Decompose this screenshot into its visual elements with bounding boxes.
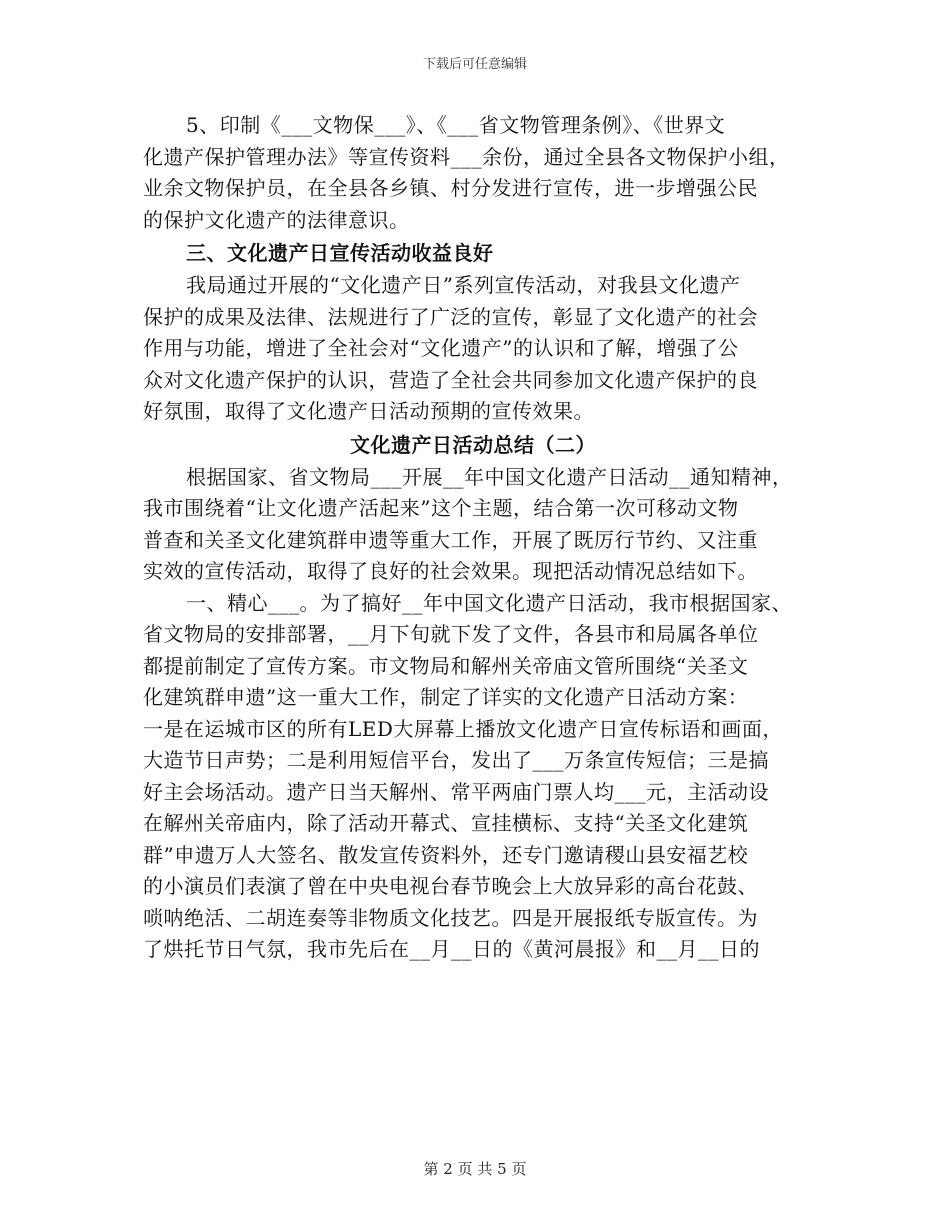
section-heading: 三、文化遗产日宣传活动收益良好: [186, 241, 494, 265]
text-line: 一、精心___。为了搞好__年中国文化遗产日活动，我市根据国家、: [186, 590, 792, 615]
text-line: 根据国家、省文物局___开展__年中国文化遗产日活动__通知精神，: [186, 464, 793, 489]
page-footer: 第 2 页 共 5 页: [423, 1160, 527, 1178]
text-line: 省文物局的安排部署，__月下旬就下发了文件，各县市和局属各单位: [143, 622, 759, 646]
text-line: 在解州关帝庙内，除了活动开幕式、宣挂横标、支持“关圣文化建筑: [143, 811, 749, 835]
text-line: 一是在运城市区的所有LED大屏幕上播放文化遗产日宣传标语和画面，: [143, 716, 783, 741]
text-line: 业余文物保护员，在全县各乡镇、村分发进行宣传，进一步增强公民: [143, 176, 758, 200]
text-line: 化建筑群申遗”这一重大工作，制定了详实的文化遗产日活动方案：: [143, 685, 749, 709]
section-title: 文化遗产日活动总结（二）: [350, 432, 596, 457]
text-line: 化遗产保护管理办法》等宣传资料___余份，通过全县各文物保护小组，: [143, 144, 790, 169]
text-line: 众对文化遗产保护的认识，营造了全社会共同参加文化遗产保护的良: [143, 367, 758, 392]
document-body: [143, 110, 803, 966]
text-line: 作用与功能，增进了全社会对“文化遗产”的认识和了解，增强了公: [143, 336, 739, 360]
text-line: 5、印制《___文物保___》、《___省文物管理条例》、《世界文: [186, 113, 726, 137]
text-line: 好氛围，取得了文化遗产日活动预期的宣传效果。: [143, 399, 594, 423]
text-line: 我市围绕着“让文化遗产活起来”这个主题，结合第一次可移动文物: [143, 496, 739, 520]
text-line: 普查和关圣文化建筑群申遗等重大工作，开展了既厉行节约、又注重: [143, 527, 758, 552]
text-line: 的小演员们表演了曾在中央电视台春节晚会上大放异彩的高台花鼓、: [143, 874, 758, 898]
text-line: 大造节日声势；二是利用短信平台，发出了___万条宣传短信；三是搞: [143, 748, 769, 772]
text-line: 唢呐绝活、二胡连奏等非物质文化技艺。四是开展报纸专版宣传。为: [143, 905, 758, 930]
text-line: 好主会场活动。遗产日当天解州、常平两庙门票人均___元，主活动设: [143, 779, 769, 804]
page-header: 下载后可任意编辑: [422, 57, 527, 72]
text-line: 都提前制定了宣传方案。市文物局和解州关帝庙文管所围绕“关圣文: [143, 653, 749, 678]
text-line: 的保护文化遗产的法律意识。: [143, 207, 410, 232]
text-line: 保护的成果及法律、法规进行了广泛的宣传，彰显了文化遗产的社会: [143, 304, 758, 329]
text-line: 了烘托节日气氛，我市先后在__月__日的《黄河晨报》和__月__日的: [143, 937, 760, 961]
text-line: 群”申遗万人大签名、散发宣传资料外，还专门邀请稷山县安福艺校: [143, 842, 749, 867]
text-line: 实效的宣传活动，取得了良好的社会效果。现把活动情况总结如下。: [143, 559, 758, 583]
text-line: 我局通过开展的“文化遗产日”系列宣传活动，对我县文化遗产: [186, 273, 741, 297]
